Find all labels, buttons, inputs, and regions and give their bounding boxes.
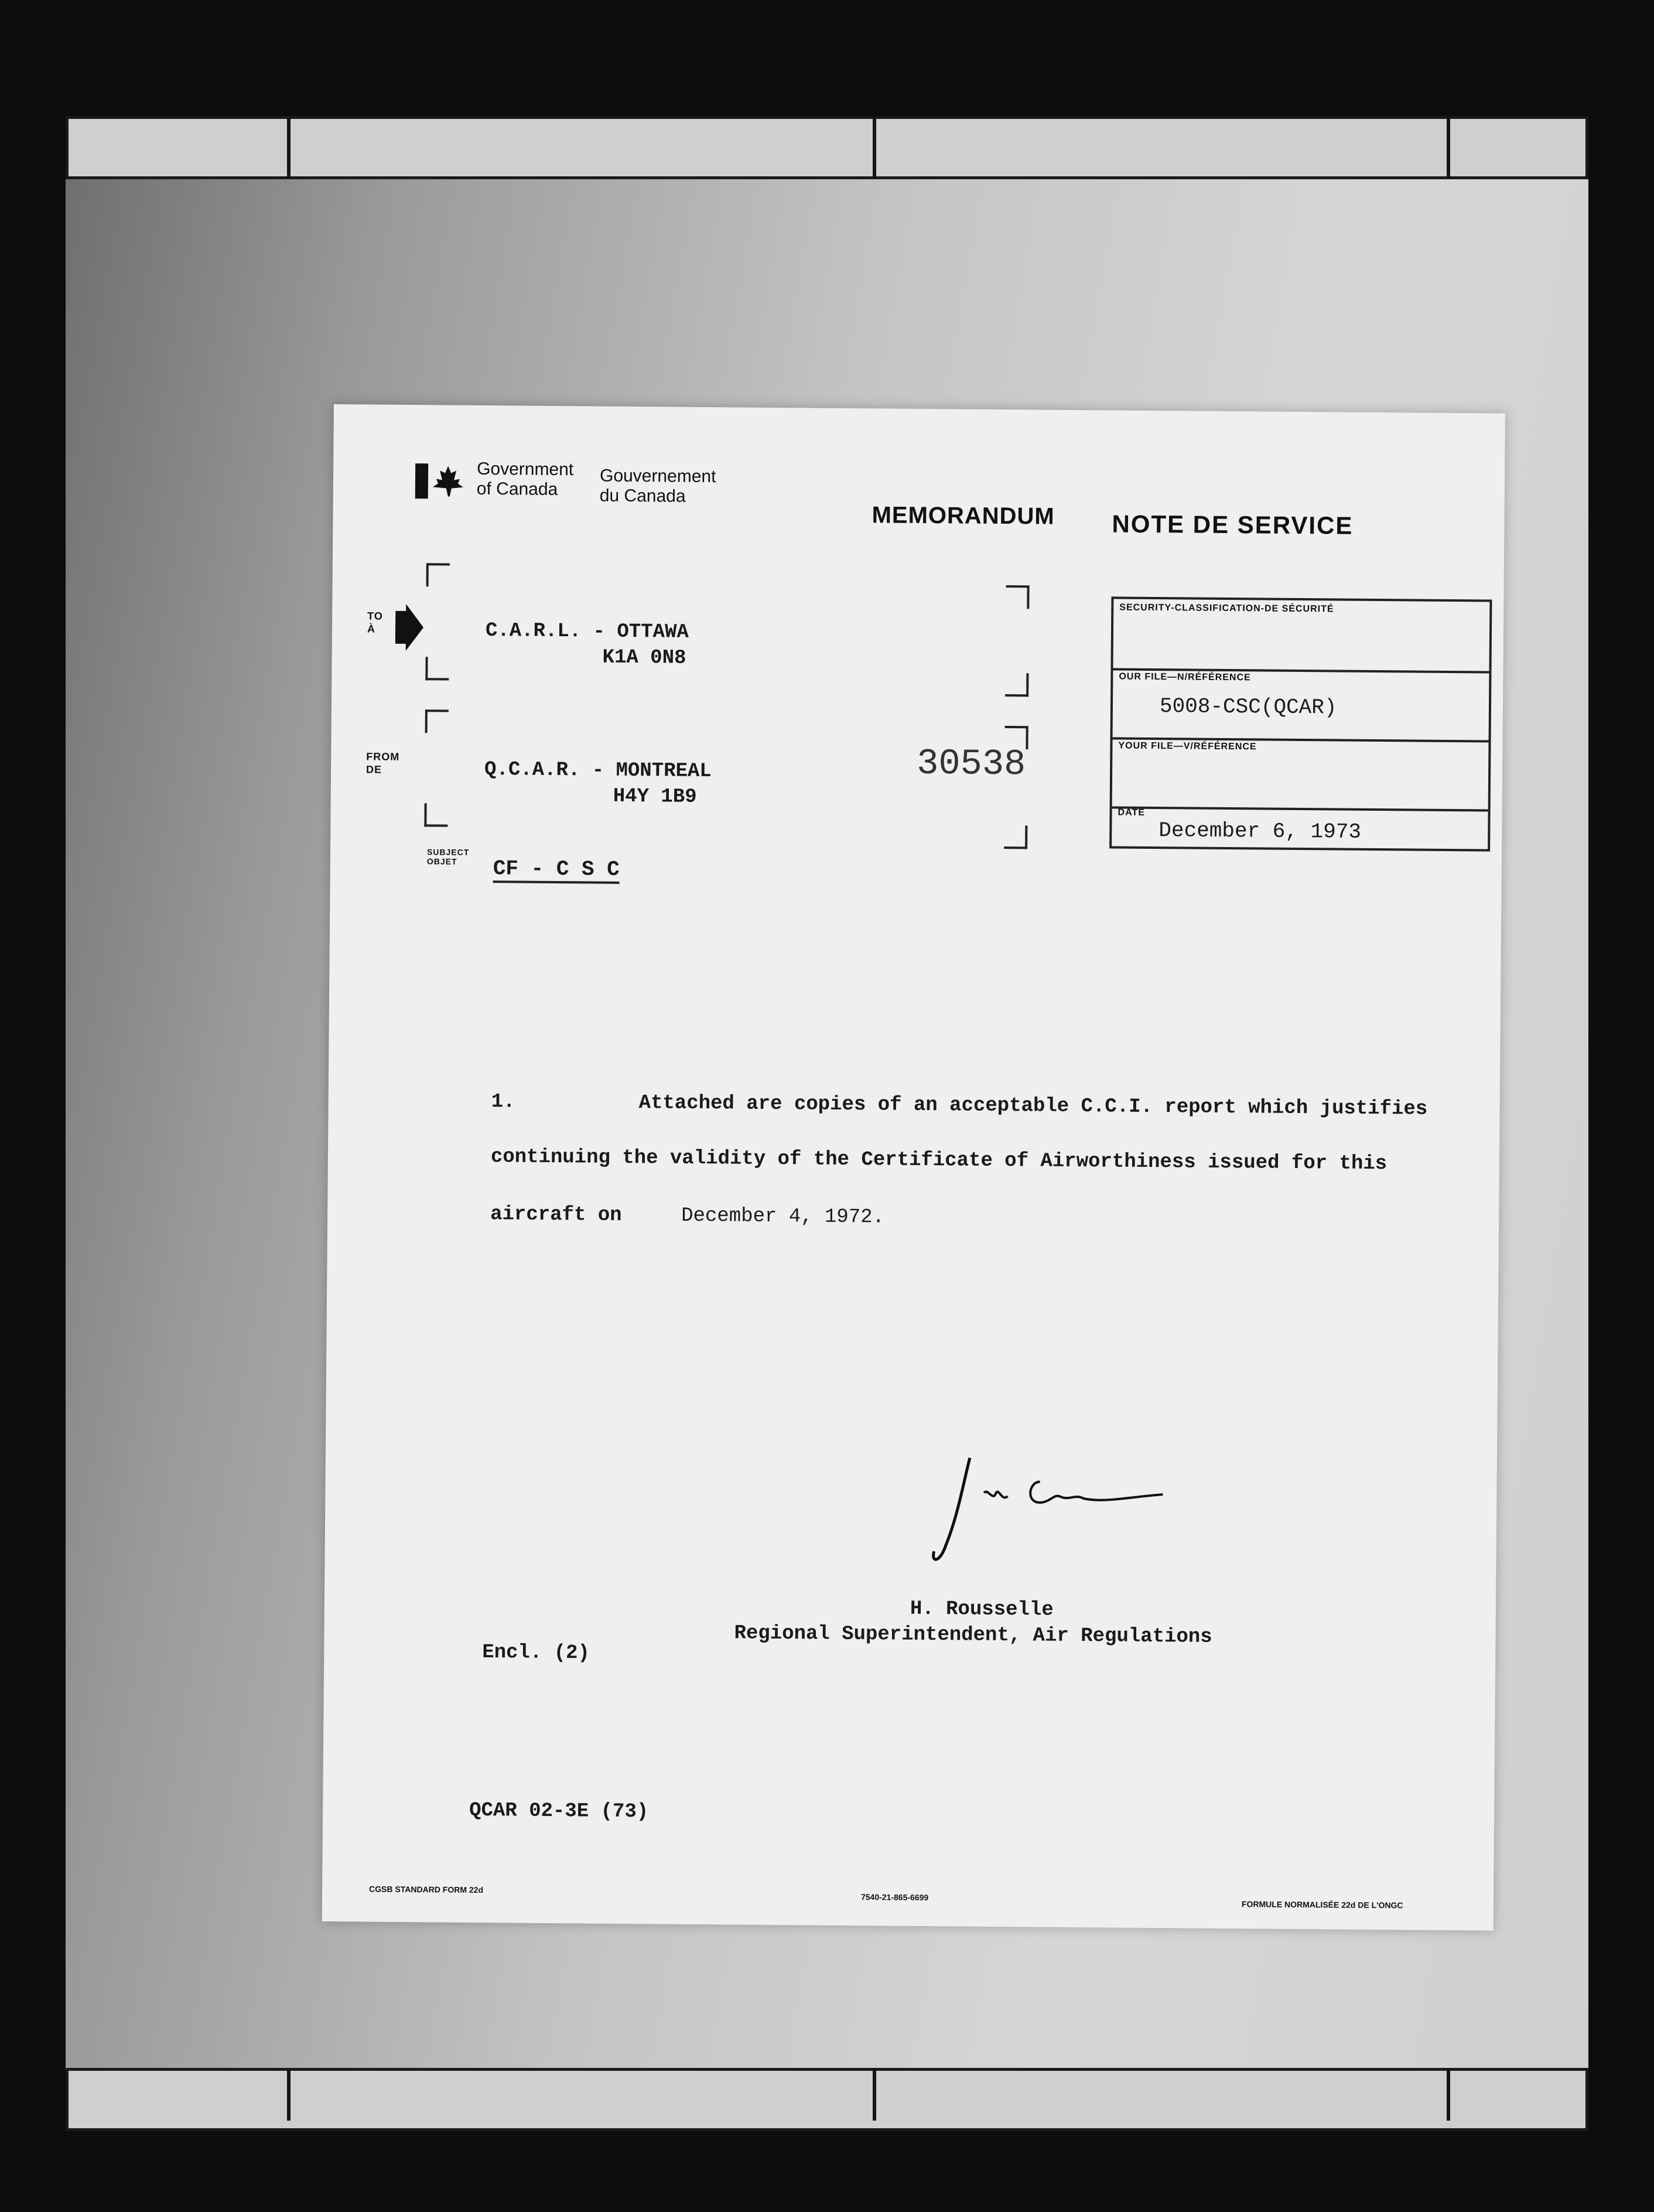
bracket-corner [426, 563, 450, 586]
date-row [1112, 806, 1488, 851]
date-label: DATE [1118, 807, 1146, 818]
our-file-value: 5008-CSC(QCAR) [1159, 694, 1337, 720]
body-line3-date: December 4, 1972. [681, 1204, 885, 1229]
bracket-corner [1005, 673, 1028, 697]
signer-name: H. Rousselle [910, 1597, 1054, 1622]
body-line3-prefix: aircraft on [490, 1203, 622, 1227]
our-file-row [1113, 668, 1489, 742]
subject-label-fr: OBJET [426, 856, 457, 866]
signer-title: Regional Superintendent, Air Regulations [734, 1622, 1212, 1648]
to-label-fr: À [367, 623, 376, 635]
our-file-label: OUR FILE—N/RÉFÉRENCE [1119, 671, 1251, 683]
enclosure: Encl. (2) [482, 1641, 590, 1665]
form-code: QCAR 02-3E (73) [469, 1799, 649, 1824]
bracket-corner [1004, 825, 1027, 849]
arrow-right-icon [395, 604, 425, 651]
memorandum-title: MEMORANDUM [872, 502, 1055, 530]
from-label-fr: DE [366, 763, 382, 776]
from-label-en: FROM [366, 750, 400, 763]
government-en [477, 459, 574, 500]
your-file-label: YOUR FILE—V/RÉFÉRENCE [1118, 740, 1257, 752]
your-file-row [1112, 737, 1489, 811]
film-strip-top [66, 116, 1588, 179]
from-label [366, 750, 399, 776]
date-value: December 6, 1973 [1159, 818, 1362, 844]
film-strip-bottom [66, 2068, 1588, 2131]
security-label: SECURITY-CLASSIFICATION-DE SÉCURITÉ [1119, 602, 1334, 615]
subject-label [427, 847, 470, 866]
government-fr [600, 466, 716, 507]
gov-fr-line2: du Canada [599, 486, 686, 506]
note-de-service-title: NOTE DE SERVICE [1112, 510, 1354, 540]
strip-divider [873, 2068, 876, 2121]
from-address-line2: H4Y 1B9 [613, 785, 697, 808]
strip-divider [287, 2068, 291, 2121]
to-address-line1: C.A.R.L. - OTTAWA [485, 620, 689, 644]
bracket-corner [424, 803, 447, 827]
strip-divider [287, 116, 291, 179]
body-line2: continuing the validity of the Certificate of Airworthiness issued for this [490, 1146, 1388, 1176]
from-address-line1: Q.C.A.R. - MONTREAL [484, 759, 712, 783]
strip-divider [1447, 116, 1450, 179]
to-label [367, 609, 383, 635]
from-address [484, 757, 712, 810]
bracket-corner [425, 709, 449, 733]
to-label-en: TO [367, 610, 383, 622]
file-info-box [1109, 596, 1492, 851]
security-row [1113, 599, 1489, 673]
gov-en-line1: Government [477, 459, 574, 480]
gov-en-line2: of Canada [476, 479, 558, 500]
bracket-corner [1006, 585, 1029, 609]
to-address-line2: K1A 0N8 [602, 646, 686, 670]
bracket-corner [425, 657, 449, 680]
paragraph-number: 1. [491, 1091, 515, 1114]
footer-left: CGSB STANDARD FORM 22d [369, 1884, 484, 1895]
strip-divider [1447, 2068, 1450, 2121]
stamp-number: 30538 [916, 742, 1026, 786]
memorandum-sheet [322, 404, 1505, 1931]
to-address [485, 618, 689, 671]
footer-center: 7540-21-865-6699 [860, 1892, 929, 1903]
body-line1: Attached are copies of an acceptable C.C.I. report which justifies [638, 1092, 1428, 1121]
subject-value: CF - C S C [493, 856, 620, 884]
subject-label-en: SUBJECT [426, 847, 470, 857]
gov-fr-line1: Gouvernement [599, 466, 716, 487]
handwritten-signature [928, 1446, 1175, 1576]
footer-right: FORMULE NORMALISÉE 22d DE L'ONGC [1241, 1899, 1403, 1910]
canada-flag-icon [415, 463, 468, 499]
strip-divider [873, 116, 876, 179]
